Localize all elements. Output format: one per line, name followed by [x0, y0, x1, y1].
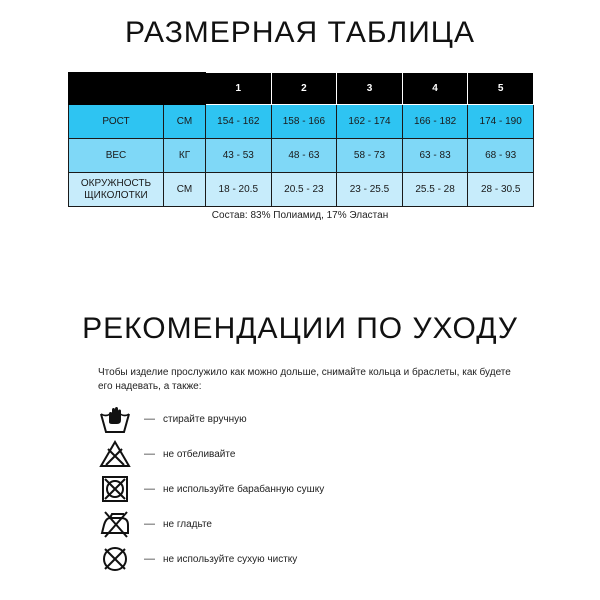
- row-unit: СМ: [164, 173, 206, 207]
- size-header: 3: [337, 73, 403, 105]
- care-item: [98, 402, 518, 436]
- care-item: [98, 507, 518, 541]
- care-text: не отбеливайте: [163, 448, 236, 460]
- care-dash: —: [144, 518, 155, 530]
- size-header-row: [69, 73, 534, 105]
- header-blank-cell: [69, 73, 164, 105]
- hand-wash-icon: [98, 402, 132, 436]
- table-cell: 166 - 182: [402, 105, 468, 139]
- no-tumble-dry-icon: [98, 472, 132, 506]
- care-text: не используйте сухую чистку: [163, 553, 298, 565]
- table-cell: 158 - 166: [271, 105, 337, 139]
- table-cell: 43 - 53: [206, 139, 272, 173]
- care-dash: —: [144, 413, 155, 425]
- size-header: 2: [271, 73, 337, 105]
- care-text: не гладьте: [163, 518, 212, 530]
- table-cell: 23 - 25.5: [337, 173, 403, 207]
- size-chart-title: РАЗМЕРНАЯ ТАБЛИЦА: [125, 16, 475, 49]
- table-row-weight: [69, 139, 534, 173]
- size-header: 5: [468, 73, 534, 105]
- care-dash: —: [144, 448, 155, 460]
- no-bleach-icon: [98, 437, 132, 471]
- table-cell: 25.5 - 28: [402, 173, 468, 207]
- table-cell: 154 - 162: [206, 105, 272, 139]
- care-text: стирайте вручную: [163, 413, 247, 425]
- table-row-ankle: [69, 173, 534, 207]
- care-item: [98, 472, 518, 506]
- table-row-height: [69, 105, 534, 139]
- row-label: ВЕС: [69, 139, 164, 173]
- care-text: не используйте барабанную сушку: [163, 483, 325, 495]
- table-cell: 63 - 83: [402, 139, 468, 173]
- care-dash: —: [144, 553, 155, 565]
- care-item: [98, 437, 518, 471]
- size-header: 1: [206, 73, 272, 105]
- table-cell: 18 - 20.5: [206, 173, 272, 207]
- row-label: ОКРУЖНОСТЬ ЩИКОЛОТКИ: [69, 173, 164, 207]
- care-item: [98, 542, 518, 576]
- table-cell: 68 - 93: [468, 139, 534, 173]
- table-cell: 174 - 190: [468, 105, 534, 139]
- table-cell: 58 - 73: [337, 139, 403, 173]
- row-label: РОСТ: [69, 105, 164, 139]
- care-title: РЕКОМЕНДАЦИИ ПО УХОДУ: [82, 312, 518, 345]
- composition-text: Состав: 83% Полиамид, 17% Эластан: [211, 210, 389, 221]
- care-intro: Чтобы изделие прослужило как можно дольше, снимайте кольца и браслеты, как будете его надевать, а также:: [98, 367, 511, 392]
- table-cell: 48 - 63: [271, 139, 337, 173]
- care-dash: —: [144, 483, 155, 495]
- size-table: [68, 72, 534, 207]
- table-cell: 28 - 30.5: [468, 173, 534, 207]
- no-dry-clean-icon: [98, 542, 132, 576]
- size-header: 4: [402, 73, 468, 105]
- row-unit: СМ: [164, 105, 206, 139]
- header-blank-cell: [164, 73, 206, 105]
- table-cell: 162 - 174: [337, 105, 403, 139]
- row-unit: КГ: [164, 139, 206, 173]
- no-iron-icon: [98, 507, 132, 541]
- table-cell: 20.5 - 23: [271, 173, 337, 207]
